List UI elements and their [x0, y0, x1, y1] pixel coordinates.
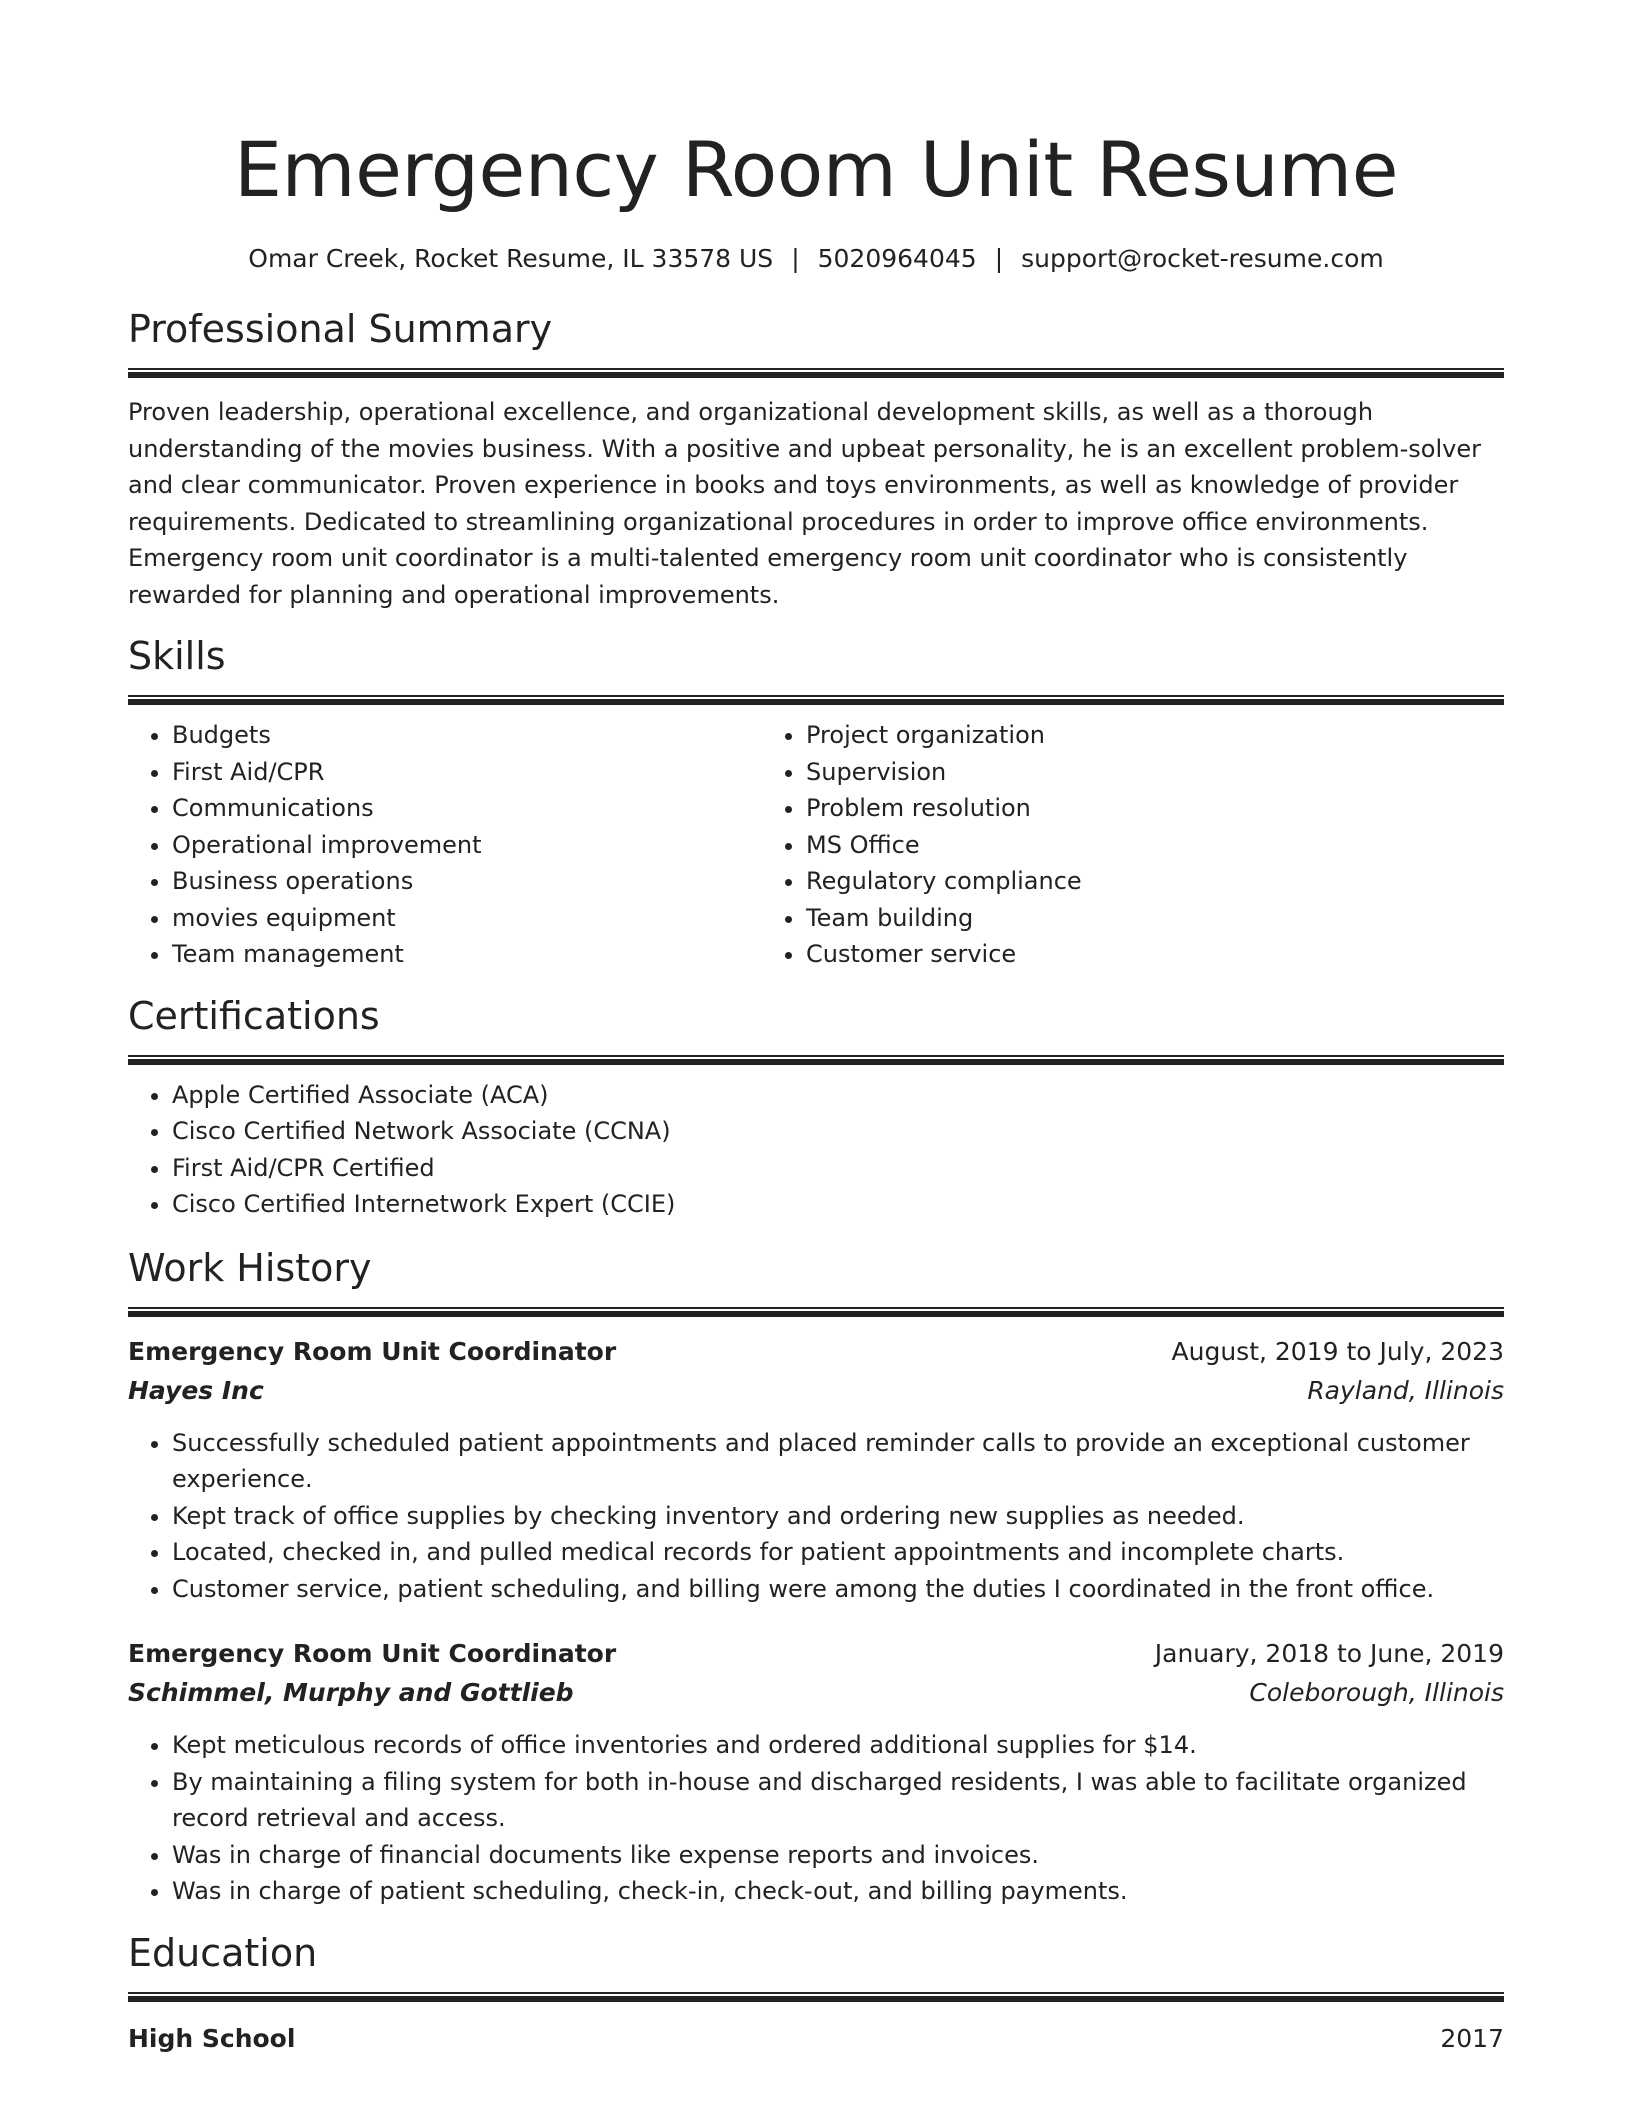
contact-email: support@rocket-resume.com [1021, 244, 1384, 273]
job-company: Hayes Inc [128, 1375, 264, 1405]
job-duty: • Successfully scheduled patient appointments and placed reminder calls to provide an exceptional customer experience. [172, 1425, 1504, 1498]
job-duty: • Customer service, patient scheduling, and billing were among the duties I coordinated in the front office. [172, 1571, 1504, 1608]
summary-text: Proven leadership, operational excellence, and organizational development skills, as well as a thorough understanding of the movies business. With a positive and upbeat personality, he is an excellent problem-solver and clear communicator. Proven experience in books and toys environments, as well as knowledge of provider requirements. Dedicated to streamlining organizational procedures in order to improve office environments. Emergency room unit coordinator is a multi-talented emergency room unit coordinator who is consistently rewarded for planning and operational improvements. [128, 398, 1481, 609]
skill-item: • Team management [172, 936, 762, 973]
section-divider [128, 368, 1504, 378]
job-title: Emergency Room Unit Coordinator [128, 1639, 617, 1668]
skill-item: • Budgets [172, 717, 762, 754]
summary-heading: Professional Summary [128, 307, 553, 351]
skill-item: • Operational improvement [172, 827, 762, 864]
certification-item: • Cisco Certified Network Associate (CCNA) [172, 1113, 1504, 1150]
skill-item: • First Aid/CPR [172, 754, 762, 791]
section-divider [128, 1307, 1504, 1317]
contact-separator: | [791, 244, 800, 273]
summary-section [128, 306, 1504, 613]
job-duty: • Was in charge of patient scheduling, check-in, check-out, and billing payments. [172, 1873, 1504, 1910]
skill-item: • Business operations [172, 863, 762, 900]
skills-list-left [128, 717, 762, 973]
contact-phone: 5020964045 [817, 244, 977, 273]
skill-item: • Supervision [806, 754, 1504, 791]
skill-item: • Communications [172, 790, 762, 827]
education-section [128, 1930, 1504, 2058]
certifications-list [128, 1077, 1504, 1223]
skills-columns [128, 717, 1504, 973]
education-entry [128, 2020, 1504, 2058]
job-header [128, 1635, 1504, 1673]
education-heading: Education [128, 1930, 318, 1975]
section-divider [128, 695, 1504, 705]
skill-item: • Customer service [806, 936, 1504, 973]
job-duties-list [128, 1727, 1504, 1910]
work-history-heading: Work History [128, 1245, 372, 1290]
job-duty: • Located, checked in, and pulled medical records for patient appointments and incomplete charts. [172, 1534, 1504, 1571]
skill-item: • MS Office [806, 827, 1504, 864]
certification-item: • First Aid/CPR Certified [172, 1150, 1504, 1187]
job-location: Rayland, Illinois [1307, 1375, 1504, 1405]
skills-heading: Skills [128, 634, 226, 678]
job-company: Schimmel, Murphy and Gottlieb [128, 1678, 574, 1707]
skill-item: • Project organization [806, 717, 1504, 754]
certifications-heading: Certifications [128, 993, 380, 1038]
page-title: Emergency Room Unit Resume [234, 125, 1398, 214]
job-dates: January, 2018 to June, 2019 [1154, 1639, 1504, 1668]
job-location: Coleborough, Illinois [1249, 1678, 1504, 1707]
job-duty: • Was in charge of financial documents like expense reports and invoices. [172, 1837, 1504, 1874]
certification-item: • Apple Certified Associate (ACA) [172, 1077, 1504, 1114]
certifications-section [128, 993, 1504, 1223]
section-divider [128, 1055, 1504, 1065]
job-header [128, 1333, 1504, 1371]
job-subheader [128, 1673, 1504, 1713]
skill-item: • movies equipment [172, 900, 762, 937]
job-duty: • Kept track of office supplies by checking inventory and ordering new supplies as needed. [172, 1498, 1504, 1535]
job-duty: • By maintaining a filing system for both in-house and discharged residents, I was able to facilitate organized record retrieval and access. [172, 1764, 1504, 1837]
section-divider [128, 1992, 1504, 2002]
skills-section [128, 633, 1504, 973]
contact-separator: | [994, 244, 1004, 273]
skill-item: • Team building [806, 900, 1504, 937]
job-subheader [128, 1371, 1504, 1411]
job-duty: • Kept meticulous records of office inventories and ordered additional supplies for $14. [172, 1727, 1504, 1764]
job-title: Emergency Room Unit Coordinator [128, 1336, 617, 1366]
contact-line [128, 242, 1504, 276]
job-entry [128, 1333, 1504, 1608]
contact-address: Omar Creek, Rocket Resume, IL 33578 US [248, 244, 774, 273]
job-entry [128, 1635, 1504, 1910]
skills-list-right [762, 717, 1504, 973]
job-duties-list [128, 1425, 1504, 1608]
job-dates: August, 2019 to July, 2023 [1171, 1336, 1504, 1366]
work-history-section [128, 1245, 1504, 1910]
skill-item: • Problem resolution [806, 790, 1504, 827]
education-year: 2017 [1440, 2023, 1504, 2053]
certification-item: • Cisco Certified Internetwork Expert (CCIE) [172, 1186, 1504, 1223]
education-title: High School [128, 2023, 296, 2053]
skill-item: • Regulatory compliance [806, 863, 1504, 900]
